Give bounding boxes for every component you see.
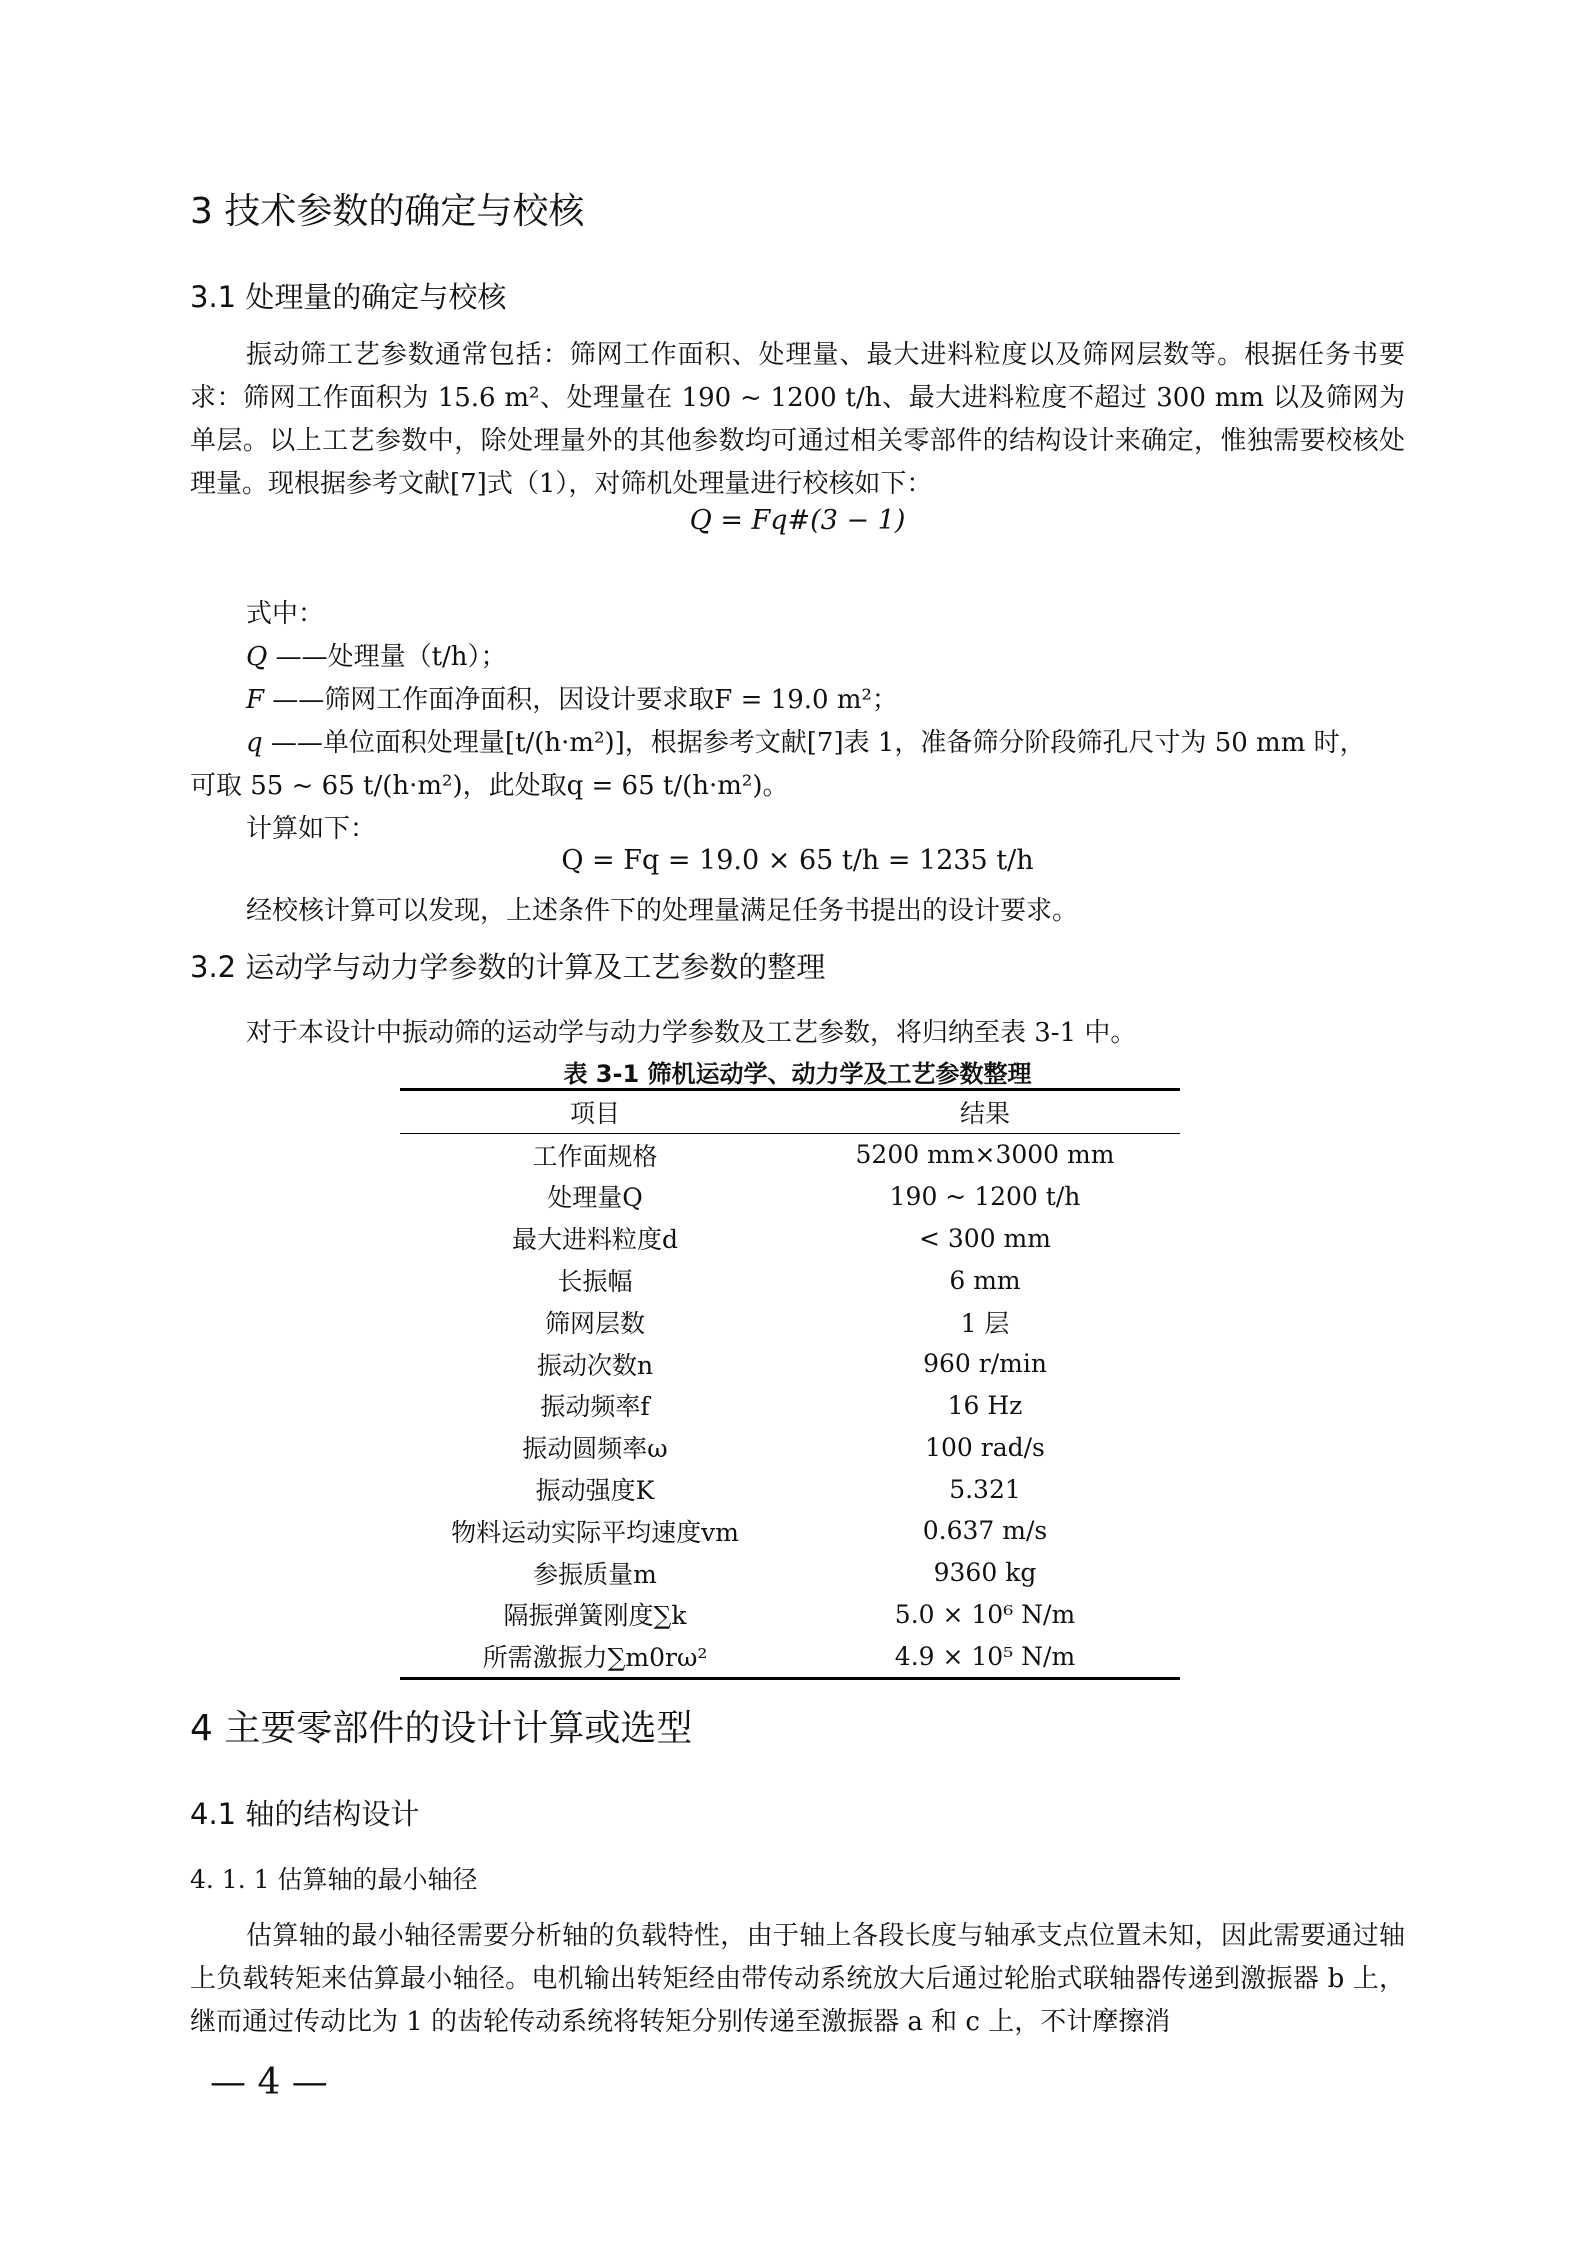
table-intro-text: 对于本设计中振动筛的运动学与动力学参数及工艺参数，将归纳至表 3-1 中。 [246, 1018, 1137, 1048]
def-text: ——处理量（t/h）； [267, 642, 507, 672]
table-row [400, 1552, 1180, 1594]
table-row [400, 1468, 1180, 1510]
row-item: 振动次数n [536, 1350, 654, 1380]
table-row [400, 1594, 1180, 1636]
row-result: 190 ~ 1200 t/h [889, 1181, 1081, 1211]
def-symbol: Q [246, 642, 268, 672]
row-result: 6 mm [949, 1265, 1021, 1295]
section-4-1-heading: 4.1 轴的结构设计 [190, 1797, 420, 1831]
calc-label: 计算如下： [246, 814, 377, 844]
table-row [400, 1301, 1180, 1343]
def-q-continued: 可取 55 ~ 65 t/(h·m²)，此处取q = 65 t/(h·m²)。 [190, 771, 789, 801]
def-text: ——筛网工作面净面积，因设计要求取F = 19.0 m²； [264, 685, 898, 715]
header-result: 结果 [959, 1098, 1010, 1128]
subsection-4-1-1-heading: 4. 1. 1 估算轴的最小轴径 [190, 1865, 478, 1894]
row-result: 9360 kg [933, 1558, 1037, 1588]
section-3-2-heading: 3.2 运动学与动力学参数的计算及工艺参数的整理 [190, 950, 826, 984]
row-result: 100 rad/s [925, 1432, 1045, 1462]
row-item: 振动强度K [535, 1476, 655, 1506]
row-item: 所需激振力∑m0rω² [482, 1643, 708, 1673]
table-header-row [400, 1091, 1180, 1134]
row-item: 工作面规格 [532, 1141, 658, 1171]
row-result: 5.321 [949, 1474, 1021, 1504]
row-item: 振动圆频率ω [522, 1434, 668, 1464]
table-row [400, 1134, 1180, 1176]
table-row [400, 1217, 1180, 1259]
row-result: 5200 mm×3000 mm [855, 1140, 1115, 1170]
row-item: 振动频率f [540, 1392, 650, 1422]
where-label: 式中： [246, 599, 325, 629]
table-caption: 表 3-1 筛机运动学、动力学及工艺参数整理 [563, 1060, 1032, 1088]
row-item: 隔振弹簧刚度∑k [503, 1601, 687, 1631]
table-row [400, 1426, 1180, 1468]
equation-result: Q = Fq = 19.0 × 65 t/h = 1235 t/h [561, 845, 1034, 876]
row-result: 4.9 × 10⁵ N/m [894, 1641, 1076, 1671]
table-row [400, 1385, 1180, 1427]
chapter-4-heading: 4 主要零部件的设计计算或选型 [190, 1708, 693, 1749]
def-q [246, 722, 1366, 759]
row-item: 参振质量m [533, 1559, 657, 1589]
def-text: ——单位面积处理量[t/(h·m²)]，根据参考文献[7]表 1，准备筛分阶段筛孔尺寸为 50 mm 时， [262, 728, 1366, 758]
conclusion-text: 经校核计算可以发现，上述条件下的处理量满足任务书提出的设计要求。 [246, 896, 1079, 926]
table-row [400, 1510, 1180, 1552]
table-row [400, 1259, 1180, 1301]
row-result: 5.0 × 10⁶ N/m [894, 1599, 1076, 1629]
row-result: 960 r/min [923, 1349, 1047, 1379]
row-item: 物料运动实际平均速度vm [451, 1517, 739, 1547]
table-row [400, 1635, 1180, 1677]
page-number: — 4 — [210, 2062, 328, 2103]
chapter-3-heading: 3 技术参数的确定与校核 [190, 191, 585, 232]
paragraph-shaft-diameter: 估算轴的最小轴径需要分析轴的负载特性，由于轴上各段长度与轴承支点位置未知，因此需要通过轴上负载转矩来估算最小轴径。电机输出转矩经由带传动系统放大后通过轮胎式联轴器传递到激振器 b 上，继而通过传动比为 1 的齿轮传动系统将转矩分别传递至激振器 a 和 c 上，不计摩擦消 [190, 1921, 1405, 2037]
table-row [400, 1343, 1180, 1385]
def-F [246, 679, 898, 716]
header-item: 项目 [569, 1098, 620, 1128]
def-symbol: F [246, 685, 265, 715]
equation-3-1: Q = Fq#(3 − 1) [689, 505, 906, 536]
paragraph-process-params: 振动筛工艺参数通常包括：筛网工作面积、处理量、最大进料粒度以及筛网层数等。根据任务书要求：筛网工作面积为 15.6 m²、处理量在 190 ~ 1200 t/h、最大进料粒度不超过 300 mm 以及筛网为单层。以上工艺参数中，除处理量外的其他参数均可通过相关零部件的结构设计来确定，惟独需要校核处理量。现根据参考文献[7]式（1），对筛机处理量进行校核如下： [190, 340, 1405, 499]
row-item: 最大进料粒度d [511, 1225, 678, 1255]
row-result: < 300 mm [919, 1223, 1051, 1253]
parameter-table [400, 1088, 1180, 1680]
def-Q [246, 636, 507, 673]
row-result: 16 Hz [947, 1390, 1023, 1420]
row-item: 处理量Q [547, 1183, 643, 1213]
def-symbol: q [246, 728, 263, 758]
table-row [400, 1176, 1180, 1218]
row-result: 0.637 m/s [922, 1516, 1048, 1546]
row-result: 1 层 [960, 1308, 1010, 1338]
section-3-1-heading: 3.1 处理量的确定与校核 [190, 280, 507, 314]
row-item: 长振幅 [557, 1267, 633, 1297]
row-item: 筛网层数 [544, 1308, 645, 1338]
